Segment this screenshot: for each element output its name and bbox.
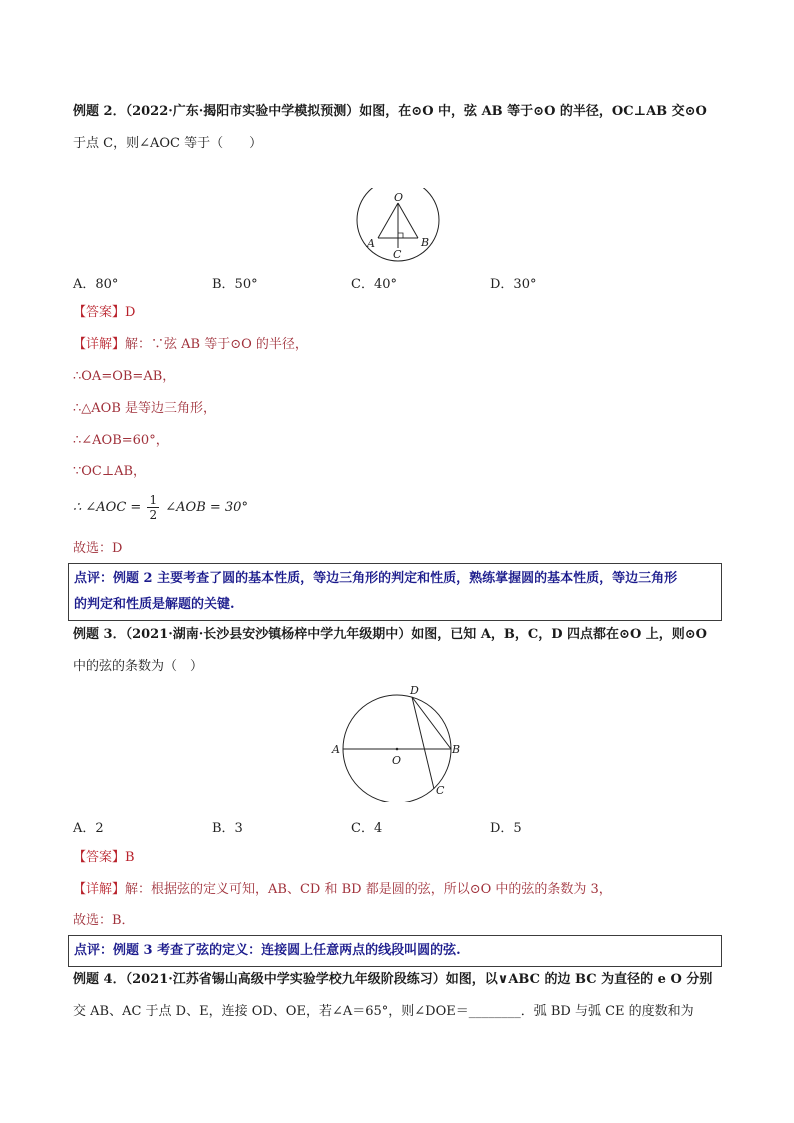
ex3-comment: 点评：例题 3 考查了弦的定义：连接圆上任意两点的线段叫圆的弦. xyxy=(74,943,461,958)
ex3-comment-box xyxy=(68,935,722,967)
ex3-question-line1: 例题 3．（2021·湖南·长沙县安沙镇杨梓中学九年级期中）如图，已知 A，B，C，D 四点都在⊙O 上，则⊙O xyxy=(73,627,708,642)
ex3-detail xyxy=(73,881,612,899)
ex2-comment-box xyxy=(68,563,722,621)
ex2-step-3: ∴∠AOB=60°， xyxy=(73,433,169,448)
ex4-question-line1: 例题 4．（2021·江苏省锡山高级中学实验学校九年级阶段练习）如图，以∨ABC 的边 BC 为直径的 e O 分别 xyxy=(73,972,713,987)
fig3-label-b: B xyxy=(452,743,461,756)
ex2-option-c: C．40° xyxy=(351,277,397,292)
ex2-option-d: D．30° xyxy=(490,277,537,292)
ex3-detail-tag: 【详解】 xyxy=(73,882,126,897)
fig2-label-o: O xyxy=(394,191,404,204)
ex2-formula xyxy=(73,493,248,523)
ex2-formula-fraction xyxy=(147,493,159,522)
ex3-answer-tag: 【答案】 xyxy=(73,850,126,865)
ex2-detail-tag: 【详解】 xyxy=(73,337,126,352)
fig2-label-b: B xyxy=(421,236,430,249)
ex2-step-2: ∴△AOB 是等边三角形， xyxy=(73,401,217,416)
ex2-step-1: ∴OA=OB=AB， xyxy=(73,369,176,384)
ex2-answer-tag: 【答案】 xyxy=(73,305,126,320)
ex2-formula-num: 1 xyxy=(149,493,158,507)
ex4-question-line2: 交 AB、AC 于点 D、E，连接 OD、OE，若∠A＝65°，则∠DOE＝________．弧 BD 与弧 CE 的度数和为 xyxy=(73,1004,694,1019)
ex3-option-a: A．2 xyxy=(73,821,104,836)
fig3-label-d: D xyxy=(410,684,419,697)
fig3-label-a: A xyxy=(332,743,340,756)
ex2-comment-line1: 点评：例题 2 主要考查了圆的基本性质，等边三角形的判定和性质，熟练掌握圆的基本性质，等边三角形 xyxy=(74,571,678,586)
ex3-detail-text: 解：根据弦的定义可知，AB、CD 和 BD 都是圆的弦，所以⊙O 中的弦的条数为 3， xyxy=(125,882,612,897)
ex2-question-line2: 于点 C，则∠AOC 等于（ ） xyxy=(73,136,263,151)
ex2-step-4: ∵OC⊥AB， xyxy=(73,464,147,479)
ex2-detail-text: 解：∵弦 AB 等于⊙O 的半径， xyxy=(125,337,308,352)
ex2-option-b: B．50° xyxy=(212,277,258,292)
ex2-question-line1: 例题 2．（2022·广东·揭阳市实验中学模拟预测）如图，在⊙O 中，弦 AB 等于⊙O 的半径，OC⊥AB 交⊙O xyxy=(73,104,707,119)
ex3-answer xyxy=(73,849,135,867)
ex2-figure xyxy=(350,188,450,268)
ex2-comment-line2: 的判定和性质是解题的关键. xyxy=(74,597,235,612)
ex2-detail xyxy=(73,336,308,354)
ex3-options xyxy=(73,817,673,836)
fig2-label-c: C xyxy=(393,248,402,261)
ex2-option-a: A．80° xyxy=(73,277,119,292)
ex3-question-line2: 中的弦的条数为（ ） xyxy=(73,659,204,674)
ex2-formula-right: ∠AOB = 30° xyxy=(165,500,248,515)
ex2-formula-den: 2 xyxy=(149,508,158,522)
ex3-choice: 故选：B． xyxy=(73,913,135,928)
ex3-figure xyxy=(328,682,468,802)
ex2-answer-value: D xyxy=(125,305,136,320)
ex3-option-b: B．3 xyxy=(212,821,243,836)
ex2-formula-left: ∴ ∠AOC = xyxy=(73,500,142,515)
ex2-answer xyxy=(73,304,135,322)
fig3-label-o: O xyxy=(392,754,402,767)
ex3-option-d: D．5 xyxy=(490,821,522,836)
fig3-label-c: C xyxy=(436,784,445,797)
ex3-option-c: C．4 xyxy=(351,821,383,836)
ex2-options xyxy=(73,273,673,292)
ex2-choice: 故选：D xyxy=(73,541,123,556)
fig2-label-a: A xyxy=(367,237,375,250)
ex3-answer-value: B xyxy=(125,850,135,865)
